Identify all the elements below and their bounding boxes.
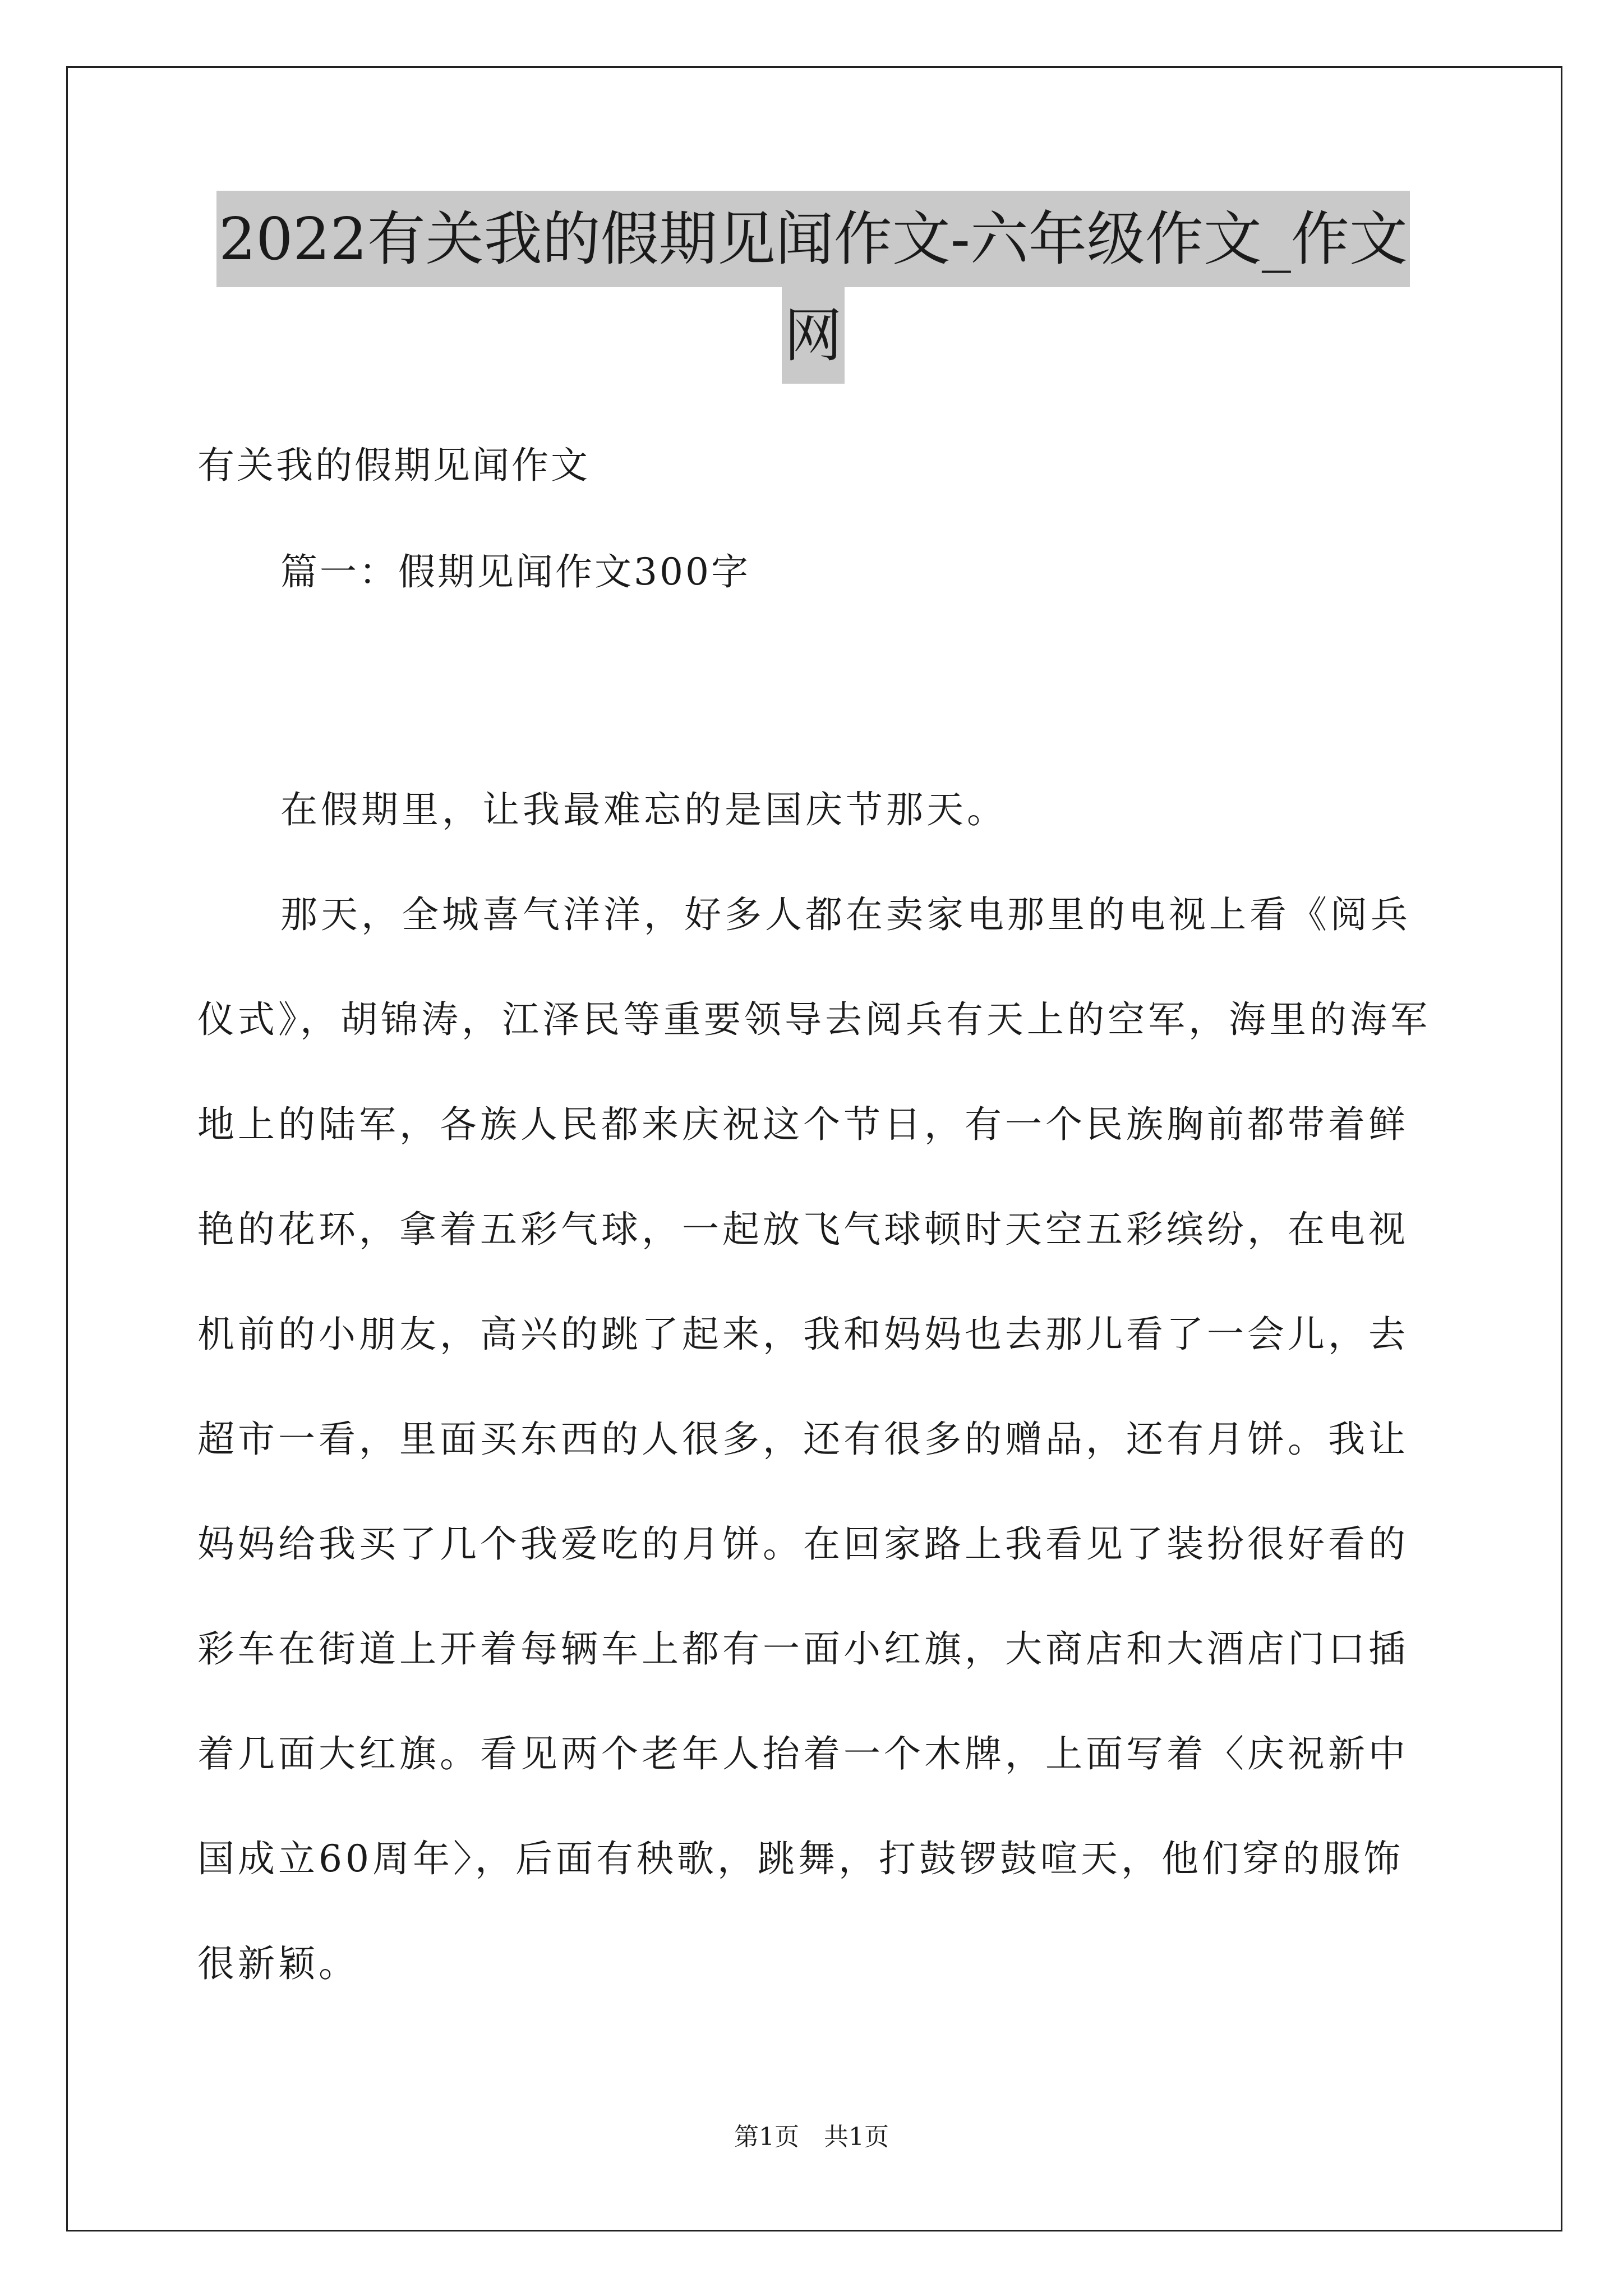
paragraph-2-line: 地上的陆军，各族人民都来庆祝这个节日，有一个民族胸前都带着鲜: [197, 1103, 1409, 1146]
section-heading: 篇一：假期见闻作文300字: [280, 550, 750, 593]
paragraph-1: 在假期里，让我最难忘的是国庆节那天。: [280, 788, 1007, 831]
paragraph-2-line: 妈妈给我买了几个我爱吃的月饼。在回家路上我看见了装扮很好看的: [197, 1522, 1409, 1566]
paragraph-2-line: 彩车在街道上开着每辆车上都有一面小红旗，大商店和大酒店门口插: [197, 1627, 1409, 1671]
paragraph-2-line: 国成立60周年〉，后面有秧歌，跳舞，打鼓锣鼓喧天，他们穿的服饰: [197, 1837, 1404, 1880]
document-title: [191, 191, 1436, 384]
paragraph-2: [197, 862, 1431, 2016]
page-footer: 第1页 共1页: [734, 2123, 889, 2151]
paragraph-2-line: 超市一看，里面买东西的人很多，还有很多的赠品，还有月饼。我让: [197, 1418, 1409, 1461]
title-line-1: 2022有关我的假期见闻作文-六年级作文_作文: [216, 191, 1410, 287]
paragraph-2-line: 仪式》，胡锦涛，江泽民等重要领导去阅兵有天上的空军，海里的海军: [197, 998, 1431, 1041]
document-subtitle: 有关我的假期见闻作文: [197, 444, 590, 487]
title-line-2: 网: [782, 287, 845, 384]
paragraph-2-line: 机前的小朋友，高兴的跳了起来，我和妈妈也去那儿看了一会儿，去: [197, 1313, 1409, 1356]
paragraph-2-line: 着几面大红旗。看见两个老年人抬着一个木牌，上面写着〈庆祝新中: [197, 1732, 1409, 1775]
paragraph-2-line: 很新颖。: [197, 1942, 359, 1985]
paragraph-2-line: 艳的花环，拿着五彩气球，一起放飞气球顿时天空五彩缤纷，在电视: [197, 1208, 1409, 1251]
paragraph-2-line: 那天，全城喜气洋洋，好多人都在卖家电那里的电视上看《阅兵: [280, 893, 1411, 936]
essay-body: [197, 757, 1431, 2016]
